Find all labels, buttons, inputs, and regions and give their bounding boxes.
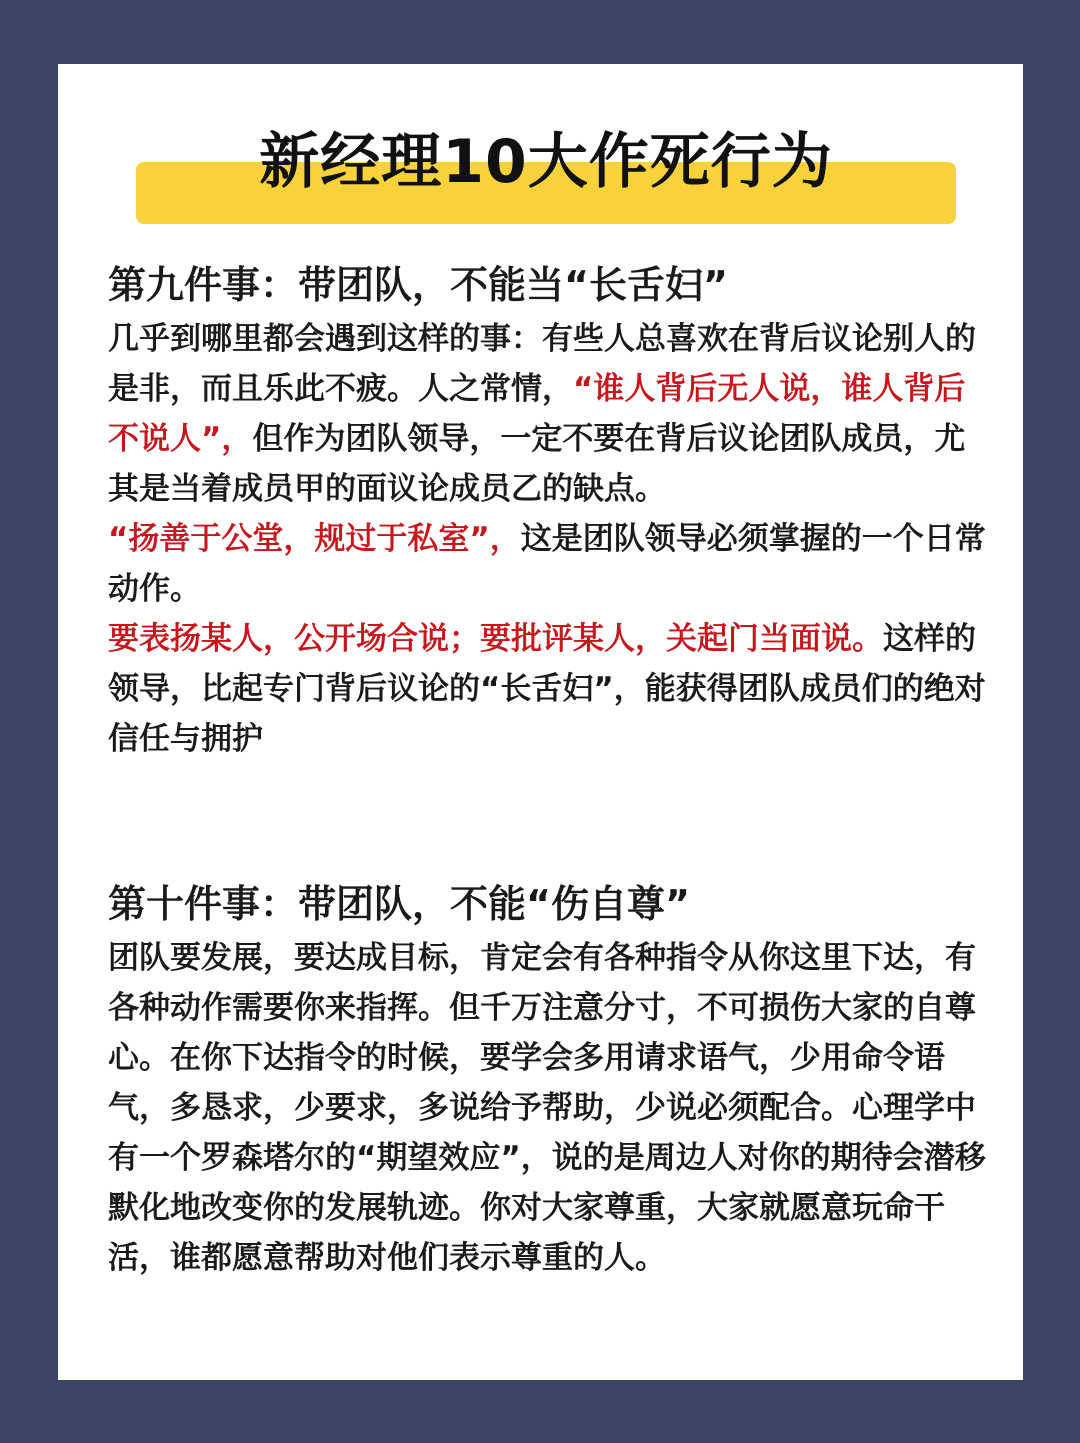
section-nine-p2-text: 这是团队领导必须掌握的一个日常动作。 — [108, 521, 986, 607]
section-nine — [108, 260, 988, 764]
section-nine-paragraph-3 — [108, 614, 988, 764]
section-nine-p2-quote: “扬善于公堂，规过于私室”， — [108, 521, 521, 557]
section-nine-paragraph-2 — [108, 514, 988, 614]
page-title: 新经理10大作死行为 — [259, 127, 833, 197]
content-card — [58, 64, 1023, 1380]
section-nine-p1-text-b: 但作为团队领导，一定不要在背后议论团队成员，尤其是当着成员甲的面议论成员乙的缺点。 — [108, 421, 966, 507]
section-ten-heading: 第十件事：带团队，不能“伤自尊” — [108, 882, 690, 926]
section-nine-p1-text-a: 几乎到哪里都会遇到这样的事：有些人总喜欢在背后议论别人的是非，而且乐此不疲。人之常情， — [108, 321, 976, 407]
section-nine-p1-quote: “谁人背后无人说，谁人背后不说人”， — [108, 371, 966, 457]
section-nine-heading: 第九件事：带团队，不能当“长舌妇” — [108, 263, 728, 307]
title-block — [136, 122, 956, 232]
section-nine-p3-text: 这样的领导，比起专门背后议论的“长舌妇”，能获得团队成员们的绝对信任与拥护 — [108, 621, 986, 757]
section-nine-paragraph-1 — [108, 314, 988, 514]
section-nine-p3-emphasis: 要表扬某人，公开场合说；要批评某人，关起门当面说。 — [108, 621, 883, 657]
section-ten-paragraph: 团队要发展，要达成目标，肯定会有各种指令从你这里下达，有各种动作需要你来指挥。但千万注意分寸，不可损伤大家的自尊心。在你下达指令的时候，要学会多用请求语气，少用命令语气，多恳求，少要求，多说给予帮助，少说必须配合。心理学中有一个罗森塔尔的“期望效应”，说的是周边人对你的期待会潜移默化地改变你的发展轨迹。你对大家尊重，大家就愿意玩命干活，谁都愿意帮助对他们表示尊重的人。 — [108, 940, 986, 1276]
section-ten — [108, 879, 988, 1283]
